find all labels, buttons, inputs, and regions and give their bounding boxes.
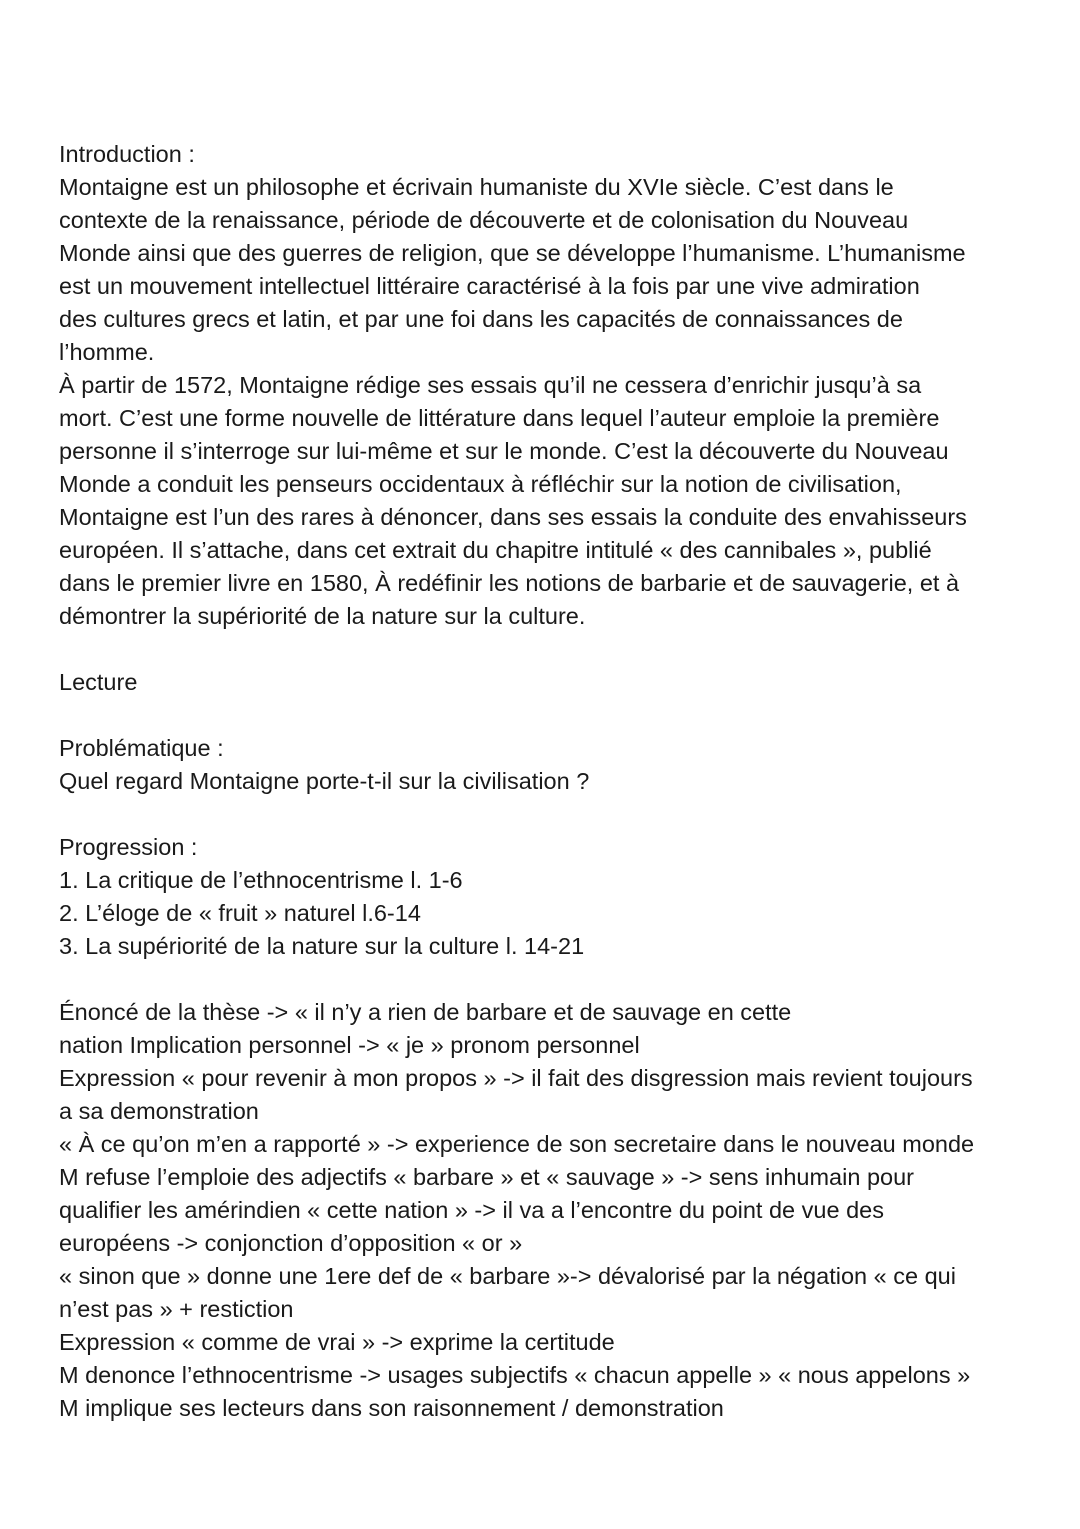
analysis-line: a sa demonstration (59, 1098, 259, 1124)
intro-paragraph2-line: européen. Il s’attache, dans cet extrait du chapitre intitulé « des cannibales », publié (59, 537, 932, 563)
spacer (59, 963, 1039, 996)
intro-paragraph2-line: Montaigne est l’un des rares à dénoncer, dans ses essais la conduite des envahisseurs (59, 504, 967, 530)
analysis-line: M implique ses lecteurs dans son raisonnement / demonstration (59, 1395, 724, 1421)
introduction-heading: Introduction : (59, 141, 195, 167)
document-page (59, 138, 1039, 1425)
intro-paragraph1-line: des cultures grecs et latin, et par une foi dans les capacités de connaissances de (59, 306, 903, 332)
analysis-line: européens -> conjonction d’opposition « or » (59, 1230, 523, 1256)
intro-paragraph1-line: Monde ainsi que des guerres de religion, que se développe l’humanisme. L’humanisme (59, 240, 966, 266)
intro-paragraph1-line: Montaigne est un philosophe et écrivain humaniste du XVIe siècle. C’est dans le (59, 174, 894, 200)
progression-item: 1. La critique de l’ethnocentrisme l. 1-6 (59, 867, 463, 893)
intro-paragraph1-line: est un mouvement intellectuel littéraire caractérisé à la fois par une vive admiration (59, 273, 920, 299)
analysis-line: Expression « pour revenir à mon propos » -> il fait des disgression mais revient toujours (59, 1065, 973, 1091)
analysis-line: Expression « comme de vrai » -> exprime la certitude (59, 1329, 615, 1355)
analysis-line: « sinon que » donne une 1ere def de « barbare »-> dévalorisé par la négation « ce qui (59, 1263, 956, 1289)
analysis-line: Énoncé de la thèse -> « il n’y a rien de barbare et de sauvage en cette (59, 999, 792, 1025)
intro-paragraph2-line: dans le premier livre en 1580, À redéfinir les notions de barbarie et de sauvagerie, et à (59, 570, 960, 596)
analysis-line: M denonce l’ethnocentrisme -> usages subjectifs « chacun appelle » « nous appelons » (59, 1362, 971, 1388)
progression-item: 3. La supériorité de la nature sur la culture l. 14-21 (59, 933, 585, 959)
analysis-line: qualifier les amérindien « cette nation » -> il va a l’encontre du point de vue des (59, 1197, 884, 1223)
intro-paragraph1-line: contexte de la renaissance, période de découverte et de colonisation du Nouveau (59, 207, 909, 233)
progression-heading: Progression : (59, 834, 198, 860)
intro-paragraph2-line: personne il s’interroge sur lui-même et sur le monde. C’est la découverte du Nouveau (59, 438, 949, 464)
lecture-heading: Lecture (59, 669, 138, 695)
intro-paragraph2-line: mort. C’est une forme nouvelle de littérature dans lequel l’auteur emploie la première (59, 405, 940, 431)
spacer (59, 798, 1039, 831)
intro-paragraph1-line: l’homme. (59, 339, 155, 365)
analysis-line: nation Implication personnel -> « je » pronom personnel (59, 1032, 640, 1058)
intro-paragraph2-line: démontrer la supériorité de la nature sur la culture. (59, 603, 586, 629)
analysis-line: « À ce qu’on m’en a rapporté » -> experience de son secretaire dans le nouveau monde (59, 1131, 975, 1157)
problematique-question: Quel regard Montaigne porte-t-il sur la civilisation ? (59, 768, 590, 794)
analysis-line: M refuse l’emploie des adjectifs « barbare » et « sauvage » -> sens inhumain pour (59, 1164, 914, 1190)
intro-paragraph2-line: À partir de 1572, Montaigne rédige ses essais qu’il ne cessera d’enrichir jusqu’à sa (59, 372, 922, 398)
progression-item: 2. L’éloge de « fruit » naturel l.6-14 (59, 900, 421, 926)
analysis-line: n’est pas » + restiction (59, 1296, 294, 1322)
intro-paragraph2-line: Monde a conduit les penseurs occidentaux à réfléchir sur la notion de civilisation, (59, 471, 902, 497)
problematique-heading: Problématique : (59, 735, 224, 761)
spacer (59, 699, 1039, 732)
spacer (59, 633, 1039, 666)
